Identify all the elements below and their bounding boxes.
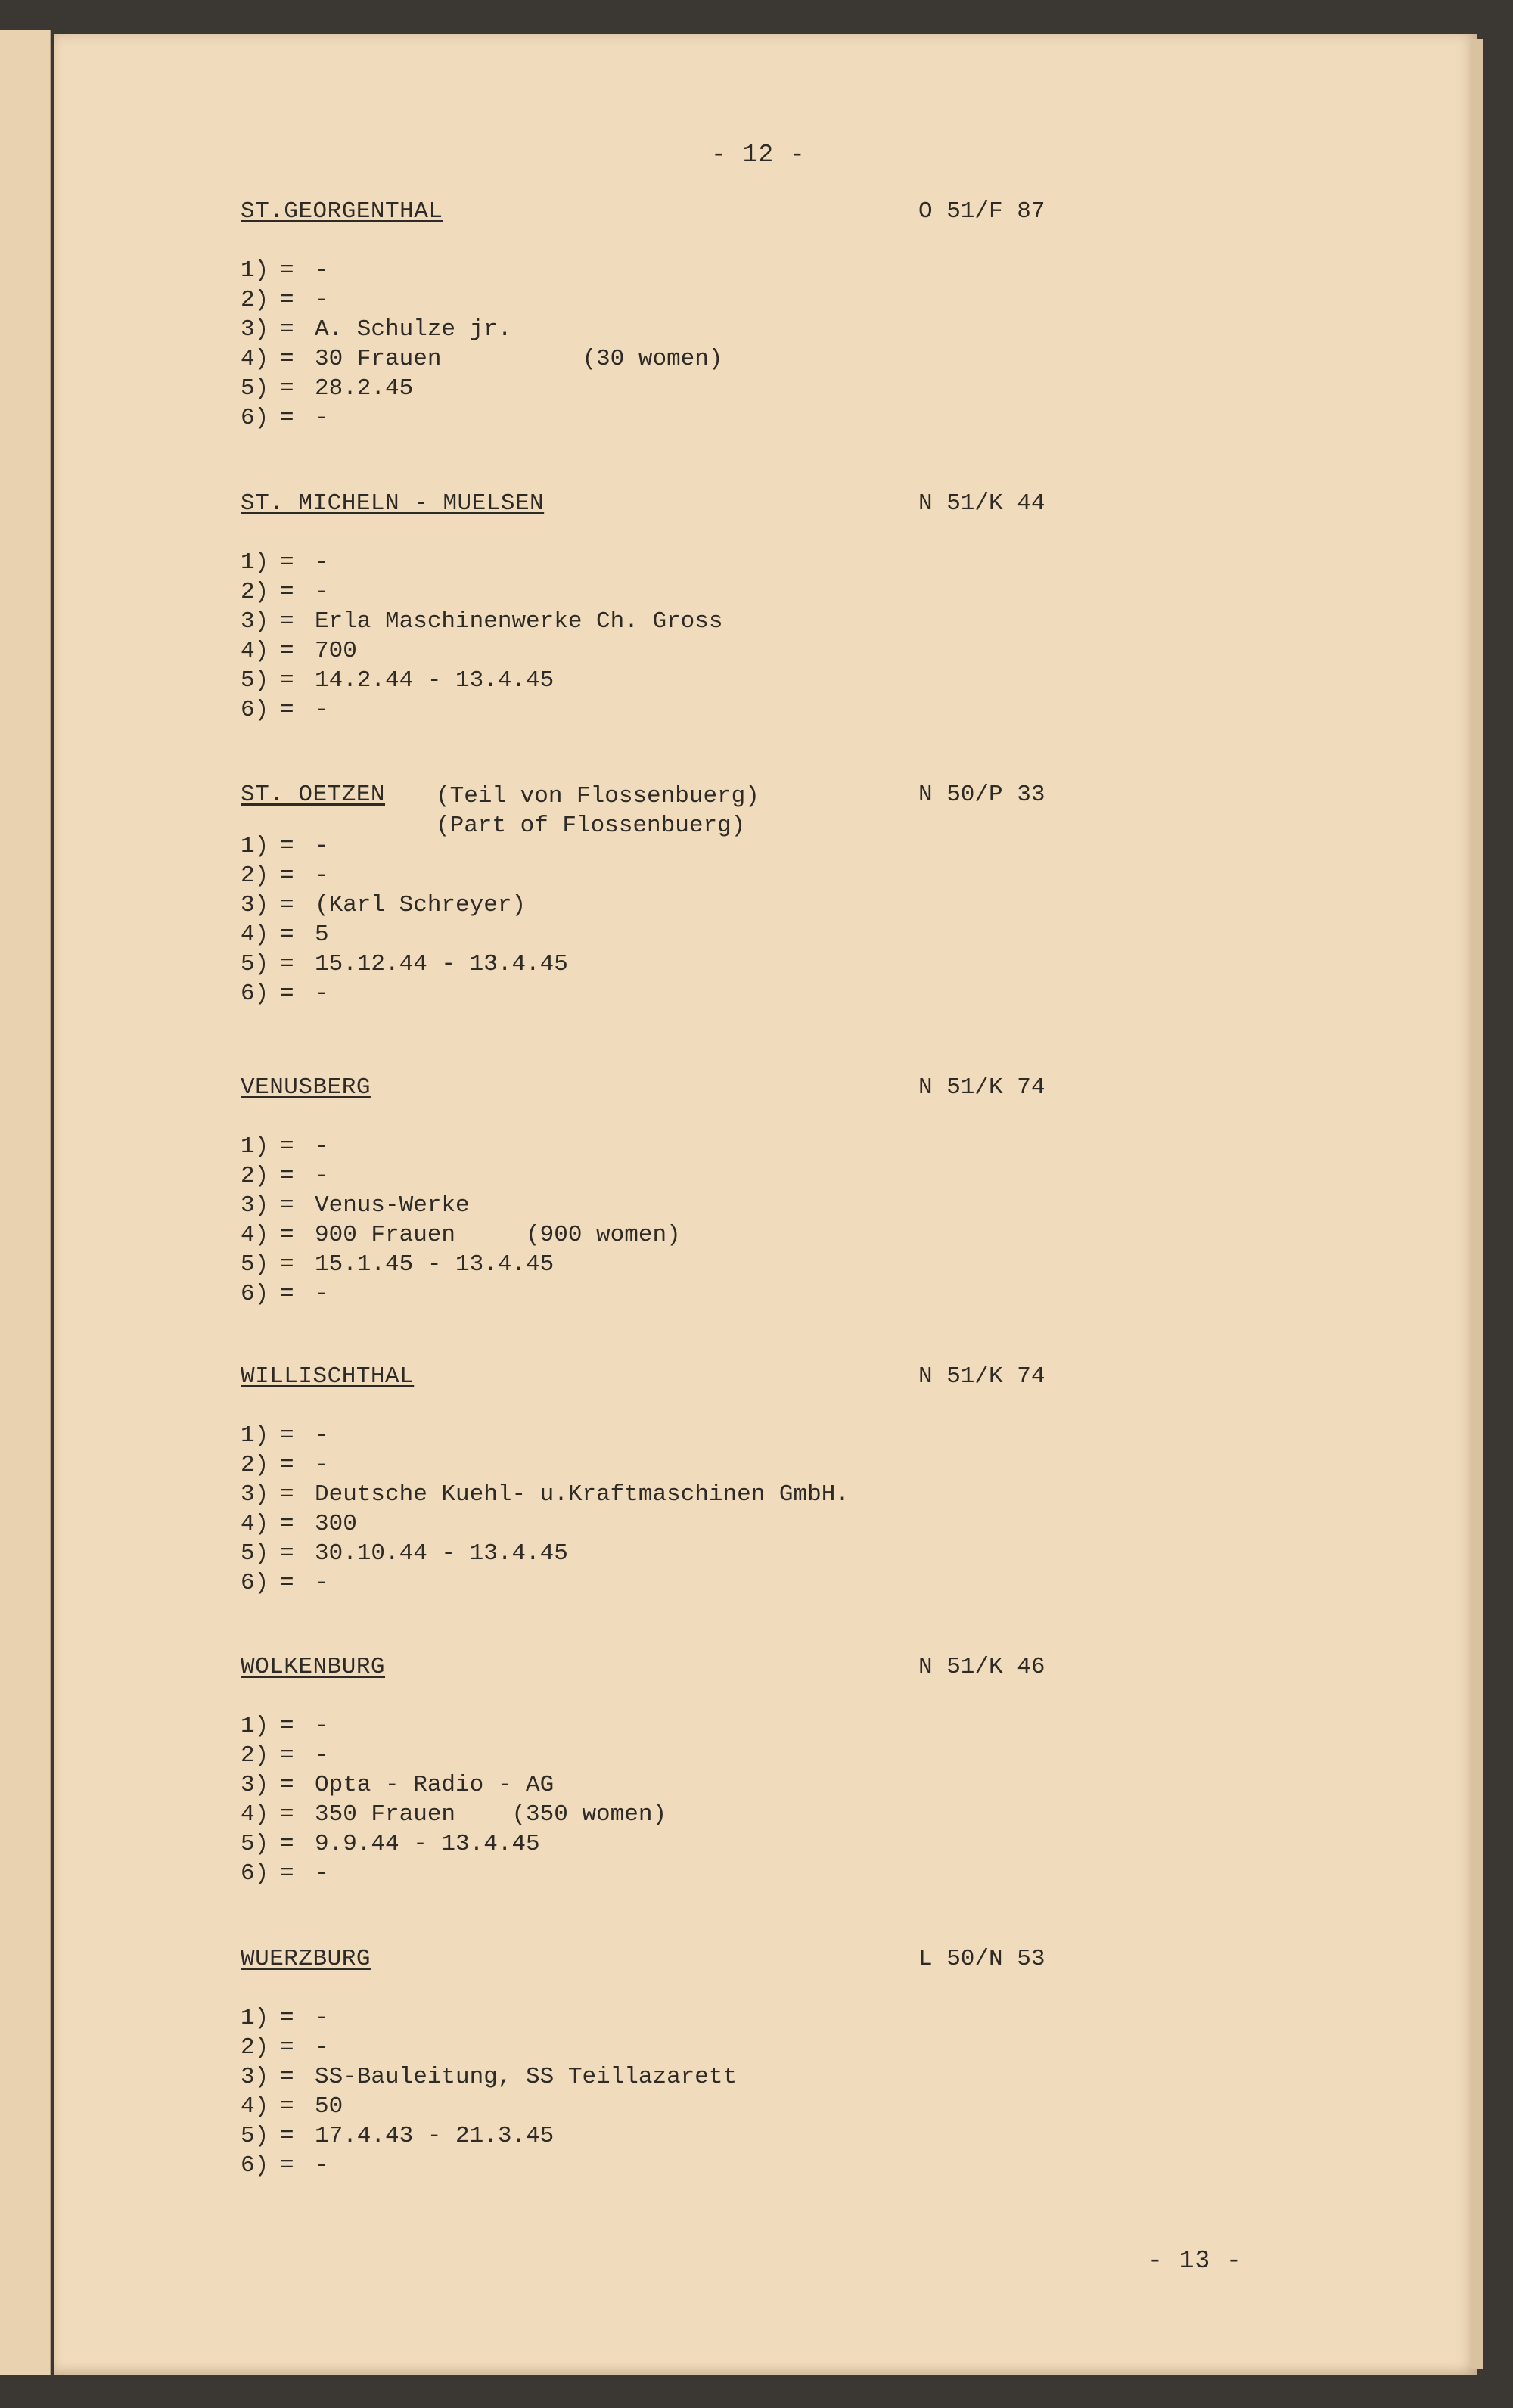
equals-sign: = bbox=[280, 638, 294, 664]
equals-sign: = bbox=[280, 579, 294, 605]
camp-entry bbox=[241, 781, 1073, 1008]
place-name: WUERZBURG bbox=[241, 1946, 371, 1972]
entry-line bbox=[241, 1859, 1073, 1888]
line-value: 30 Frauen (30 women) bbox=[315, 346, 723, 372]
line-value: 900 Frauen (900 women) bbox=[315, 1222, 681, 1248]
line-number: 5) bbox=[241, 951, 269, 977]
entry-line bbox=[241, 979, 1073, 1008]
line-number: 3) bbox=[241, 2064, 269, 2090]
entry-line bbox=[241, 636, 1073, 666]
equals-sign: = bbox=[280, 2123, 294, 2149]
equals-sign: = bbox=[280, 2034, 294, 2061]
camp-entry bbox=[241, 490, 1073, 725]
entry-line bbox=[241, 607, 1073, 636]
line-value: - bbox=[315, 980, 329, 1007]
line-value: 28.2.45 bbox=[315, 375, 414, 402]
equals-sign: = bbox=[280, 980, 294, 1007]
grid-reference: N 50/P 33 bbox=[918, 781, 1045, 808]
line-number: 4) bbox=[241, 346, 269, 372]
entry-line bbox=[241, 890, 1073, 920]
line-value: - bbox=[315, 549, 329, 576]
line-number: 1) bbox=[241, 1713, 269, 1739]
line-value: 9.9.44 - 13.4.45 bbox=[315, 1831, 540, 1857]
line-number: 2) bbox=[241, 1163, 269, 1189]
line-number: 4) bbox=[241, 1801, 269, 1828]
previous-page-edge bbox=[0, 30, 51, 2375]
line-number: 4) bbox=[241, 921, 269, 948]
entry-header bbox=[241, 1654, 1073, 1689]
line-number: 5) bbox=[241, 1251, 269, 1278]
line-value: A. Schulze jr. bbox=[315, 316, 512, 343]
line-value: SS-Bauleitung, SS Teillazarett bbox=[315, 2064, 738, 2090]
line-number: 3) bbox=[241, 608, 269, 635]
entry-lines bbox=[241, 548, 1073, 725]
equals-sign: = bbox=[280, 405, 294, 431]
entry-lines bbox=[241, 1711, 1073, 1888]
line-number: 6) bbox=[241, 697, 269, 723]
line-number: 6) bbox=[241, 1860, 269, 1887]
line-value: - bbox=[315, 287, 329, 313]
entry-line bbox=[241, 666, 1073, 695]
equals-sign: = bbox=[280, 1570, 294, 1596]
line-value: 15.1.45 - 13.4.45 bbox=[315, 1251, 555, 1278]
equals-sign: = bbox=[280, 1801, 294, 1828]
line-number: 1) bbox=[241, 2005, 269, 2031]
line-value: - bbox=[315, 862, 329, 889]
line-value: - bbox=[315, 697, 329, 723]
equals-sign: = bbox=[280, 1831, 294, 1857]
line-number: 2) bbox=[241, 1452, 269, 1478]
entry-line bbox=[241, 344, 1073, 374]
equals-sign: = bbox=[280, 1281, 294, 1307]
line-value: - bbox=[315, 1570, 329, 1596]
line-number: 5) bbox=[241, 1831, 269, 1857]
line-number: 1) bbox=[241, 549, 269, 576]
equals-sign: = bbox=[280, 921, 294, 948]
equals-sign: = bbox=[280, 316, 294, 343]
equals-sign: = bbox=[280, 1713, 294, 1739]
entry-line bbox=[241, 1191, 1073, 1220]
line-number: 2) bbox=[241, 579, 269, 605]
entry-line bbox=[241, 1741, 1073, 1770]
entry-line bbox=[241, 1711, 1073, 1741]
entry-line bbox=[241, 920, 1073, 949]
camp-entry bbox=[241, 198, 1073, 433]
place-name: WOLKENBURG bbox=[241, 1654, 386, 1680]
equals-sign: = bbox=[280, 1422, 294, 1449]
line-value: - bbox=[315, 2034, 329, 2061]
line-number: 3) bbox=[241, 892, 269, 918]
line-number: 1) bbox=[241, 833, 269, 859]
equals-sign: = bbox=[280, 697, 294, 723]
equals-sign: = bbox=[280, 257, 294, 284]
entry-line bbox=[241, 1800, 1073, 1829]
entry-lines bbox=[241, 2003, 1073, 2180]
entry-line bbox=[241, 695, 1073, 725]
line-value: 15.12.44 - 13.4.45 bbox=[315, 951, 568, 977]
equals-sign: = bbox=[280, 287, 294, 313]
entry-line bbox=[241, 548, 1073, 577]
line-value: - bbox=[315, 1742, 329, 1769]
equals-sign: = bbox=[280, 549, 294, 576]
entry-line bbox=[241, 949, 1073, 979]
page-number-top: - 12 - bbox=[711, 141, 806, 169]
equals-sign: = bbox=[280, 2064, 294, 2090]
line-value: 300 bbox=[315, 1511, 357, 1537]
entry-line bbox=[241, 1421, 1073, 1450]
entry-line bbox=[241, 1480, 1073, 1509]
line-value: 17.4.43 - 21.3.45 bbox=[315, 2123, 555, 2149]
entry-line bbox=[241, 403, 1073, 433]
line-value: Opta - Radio - AG bbox=[315, 1772, 555, 1798]
line-value: 14.2.44 - 13.4.45 bbox=[315, 667, 555, 694]
entry-line bbox=[241, 2092, 1073, 2121]
line-number: 4) bbox=[241, 2093, 269, 2120]
equals-sign: = bbox=[280, 2152, 294, 2179]
equals-sign: = bbox=[280, 1481, 294, 1508]
entry-line bbox=[241, 861, 1073, 890]
line-value: - bbox=[315, 405, 329, 431]
equals-sign: = bbox=[280, 608, 294, 635]
line-value: - bbox=[315, 1422, 329, 1449]
entry-line bbox=[241, 1509, 1073, 1539]
line-number: 1) bbox=[241, 1133, 269, 1160]
line-value: Deutsche Kuehl- u.Kraftmaschinen GmbH. bbox=[315, 1481, 850, 1508]
equals-sign: = bbox=[280, 1742, 294, 1769]
line-number: 5) bbox=[241, 375, 269, 402]
entry-line bbox=[241, 315, 1073, 344]
line-number: 1) bbox=[241, 1422, 269, 1449]
entry-line bbox=[241, 2003, 1073, 2033]
line-value: - bbox=[315, 1713, 329, 1739]
line-number: 3) bbox=[241, 316, 269, 343]
page-number-bottom: - 13 - bbox=[1148, 2247, 1242, 2275]
equals-sign: = bbox=[280, 346, 294, 372]
place-name: WILLISCHTHAL bbox=[241, 1363, 415, 1390]
entry-lines bbox=[241, 1132, 1073, 1309]
line-number: 5) bbox=[241, 667, 269, 694]
equals-sign: = bbox=[280, 1251, 294, 1278]
line-number: 3) bbox=[241, 1192, 269, 1219]
entry-line bbox=[241, 2033, 1073, 2062]
equals-sign: = bbox=[280, 951, 294, 977]
camp-entry bbox=[241, 1074, 1073, 1309]
line-number: 2) bbox=[241, 1742, 269, 1769]
page-stack-edge bbox=[1471, 39, 1483, 2369]
entry-line bbox=[241, 1132, 1073, 1161]
grid-reference: O 51/F 87 bbox=[918, 198, 1045, 225]
entry-line bbox=[241, 1770, 1073, 1800]
line-number: 4) bbox=[241, 1511, 269, 1537]
entry-header bbox=[241, 1946, 1073, 1981]
line-number: 6) bbox=[241, 405, 269, 431]
line-value: - bbox=[315, 1133, 329, 1160]
line-value: 700 bbox=[315, 638, 357, 664]
entry-line bbox=[241, 256, 1073, 285]
entry-line bbox=[241, 285, 1073, 315]
equals-sign: = bbox=[280, 892, 294, 918]
line-number: 6) bbox=[241, 980, 269, 1007]
line-value: Venus-Werke bbox=[315, 1192, 470, 1219]
camp-entry bbox=[241, 1946, 1073, 2180]
grid-reference: N 51/K 74 bbox=[918, 1074, 1045, 1101]
line-number: 2) bbox=[241, 287, 269, 313]
line-value: 350 Frauen (350 women) bbox=[315, 1801, 667, 1828]
line-number: 6) bbox=[241, 1570, 269, 1596]
entry-line bbox=[241, 577, 1073, 607]
line-number: 5) bbox=[241, 2123, 269, 2149]
entry-header bbox=[241, 490, 1073, 525]
line-value: - bbox=[315, 1452, 329, 1478]
grid-reference: N 51/K 44 bbox=[918, 490, 1045, 517]
entry-header bbox=[241, 1363, 1073, 1398]
equals-sign: = bbox=[280, 1452, 294, 1478]
entry-line bbox=[241, 1450, 1073, 1480]
line-value: - bbox=[315, 1163, 329, 1189]
line-value: - bbox=[315, 833, 329, 859]
entry-line bbox=[241, 1250, 1073, 1279]
equals-sign: = bbox=[280, 1133, 294, 1160]
line-number: 6) bbox=[241, 1281, 269, 1307]
entry-line bbox=[241, 1161, 1073, 1191]
line-value: 50 bbox=[315, 2093, 343, 2120]
equals-sign: = bbox=[280, 1540, 294, 1567]
equals-sign: = bbox=[280, 667, 294, 694]
entry-line bbox=[241, 1568, 1073, 1598]
entry-lines bbox=[241, 1421, 1073, 1598]
entry-header bbox=[241, 781, 1073, 839]
entry-lines bbox=[241, 831, 1073, 1008]
line-value: - bbox=[315, 579, 329, 605]
entry-line bbox=[241, 2062, 1073, 2092]
camp-entry bbox=[241, 1363, 1073, 1598]
line-value: - bbox=[315, 257, 329, 284]
entry-line bbox=[241, 2151, 1073, 2180]
place-name: ST. MICHELN - MUELSEN bbox=[241, 490, 545, 517]
equals-sign: = bbox=[280, 2093, 294, 2120]
line-value: 5 bbox=[315, 921, 329, 948]
line-value: 30.10.44 - 13.4.45 bbox=[315, 1540, 568, 1567]
line-number: 4) bbox=[241, 1222, 269, 1248]
equals-sign: = bbox=[280, 2005, 294, 2031]
line-number: 3) bbox=[241, 1772, 269, 1798]
entry-lines bbox=[241, 256, 1073, 433]
entry-line bbox=[241, 1829, 1073, 1859]
place-name: VENUSBERG bbox=[241, 1074, 371, 1101]
entry-header bbox=[241, 1074, 1073, 1109]
entry-line bbox=[241, 1279, 1073, 1309]
place-name: ST. OETZEN bbox=[241, 781, 386, 808]
entry-line bbox=[241, 1220, 1073, 1250]
line-number: 4) bbox=[241, 638, 269, 664]
equals-sign: = bbox=[280, 833, 294, 859]
grid-reference: N 51/K 74 bbox=[918, 1363, 1045, 1390]
place-name: ST.GEORGENTHAL bbox=[241, 198, 443, 225]
line-number: 2) bbox=[241, 862, 269, 889]
equals-sign: = bbox=[280, 1860, 294, 1887]
line-value: - bbox=[315, 2005, 329, 2031]
line-value: Erla Maschinenwerke Ch. Gross bbox=[315, 608, 723, 635]
line-value: - bbox=[315, 1281, 329, 1307]
line-number: 2) bbox=[241, 2034, 269, 2061]
entry-header bbox=[241, 198, 1073, 233]
equals-sign: = bbox=[280, 1772, 294, 1798]
grid-reference: L 50/N 53 bbox=[918, 1946, 1045, 1972]
line-number: 1) bbox=[241, 257, 269, 284]
grid-reference: N 51/K 46 bbox=[918, 1654, 1045, 1680]
entry-line bbox=[241, 1539, 1073, 1568]
line-value: - bbox=[315, 2152, 329, 2179]
equals-sign: = bbox=[280, 1511, 294, 1537]
entry-line bbox=[241, 2121, 1073, 2151]
equals-sign: = bbox=[280, 862, 294, 889]
equals-sign: = bbox=[280, 1192, 294, 1219]
line-value: (Karl Schreyer) bbox=[315, 892, 527, 918]
equals-sign: = bbox=[280, 1222, 294, 1248]
line-value: - bbox=[315, 1860, 329, 1887]
entry-line bbox=[241, 374, 1073, 403]
line-number: 6) bbox=[241, 2152, 269, 2179]
place-note: (Teil von Flossenbuerg) (Part of Flossenbuerg) bbox=[436, 783, 760, 839]
camp-entry bbox=[241, 1654, 1073, 1888]
line-number: 3) bbox=[241, 1481, 269, 1508]
line-number: 5) bbox=[241, 1540, 269, 1567]
equals-sign: = bbox=[280, 1163, 294, 1189]
equals-sign: = bbox=[280, 375, 294, 402]
